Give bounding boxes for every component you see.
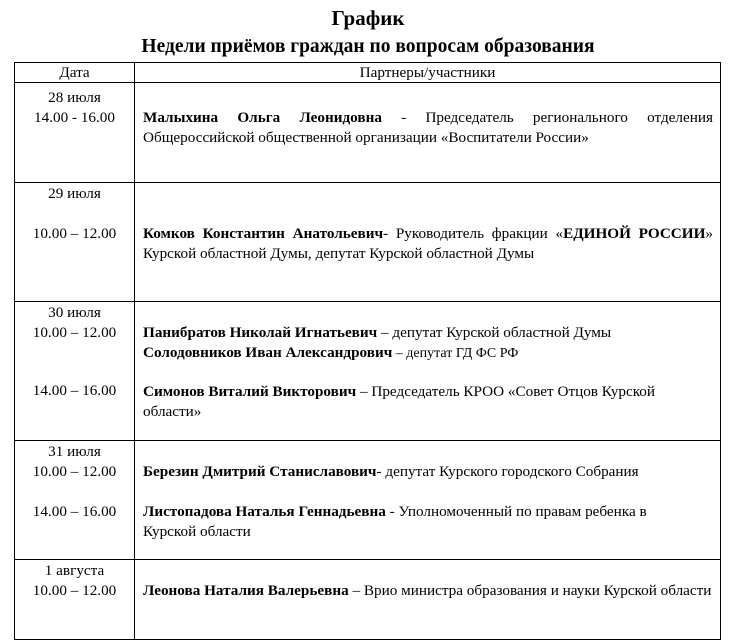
date-cell [15, 441, 135, 560]
time-label: 14.00 – 16.00 [32, 382, 117, 399]
table-row [15, 183, 721, 302]
participant-name: Леонова Наталия Валерьевна [143, 582, 349, 599]
time-label: 10.00 – 12.00 [32, 582, 117, 599]
participant-role: - депутат Курского городского Собрания [376, 463, 639, 480]
table-header-row [15, 63, 721, 83]
date-cell [15, 560, 135, 640]
participant-role: – депутат ГД ФС РФ [392, 346, 519, 361]
date-label: 28 июля [48, 89, 101, 106]
page-subtitle: Недели приёмов граждан по вопросам образования [141, 36, 595, 57]
time-label: 10.00 – 12.00 [32, 324, 117, 341]
table-row [15, 83, 721, 183]
participant-entry [143, 582, 711, 599]
party-name: ЕДИНОЙ РОССИИ [563, 225, 706, 242]
participant-entry [143, 343, 713, 364]
participant-entry [143, 382, 713, 422]
participant-entry [143, 225, 713, 262]
date-label: 1 августа [44, 562, 105, 579]
date-cell [15, 183, 135, 302]
date-label: 31 июля [48, 443, 101, 460]
participant-name: Листопадова Наталья Геннадьевна [143, 503, 386, 520]
table-row [15, 441, 721, 560]
date-cell [15, 302, 135, 441]
participant-name: Солодовников Иван Александрович [143, 344, 393, 361]
participant-role: – депутат Курской областной Думы [377, 324, 612, 341]
page-title: График [331, 6, 405, 30]
participant-entry [143, 462, 713, 482]
participant-entry [143, 502, 713, 542]
participants-cell [135, 560, 721, 640]
participant-name: Панибратов Николай Игнатьевич [143, 324, 378, 341]
participants-cell [135, 183, 721, 302]
participant-entry [143, 323, 713, 343]
participants-cell [135, 83, 721, 183]
date-label: 30 июля [48, 304, 101, 321]
participant-name: Комков Константин Анатольевич [143, 225, 384, 242]
participant-role: - Руководитель фракции « [383, 225, 564, 242]
time-label: 14.00 – 16.00 [32, 503, 117, 520]
column-header-participants: Партнеры/участники [135, 63, 721, 83]
participant-role: - Председатель регионального отделения Общероссийской общественной организации «Воспитатели России» [143, 109, 713, 146]
table-row [15, 302, 721, 441]
time-label: 10.00 – 12.00 [32, 225, 117, 242]
participants-cell [135, 302, 721, 441]
participant-role: – Председатель КРОО «Совет Отцов Курской области» [143, 383, 656, 420]
date-label: 29 июля [48, 185, 101, 202]
time-label: 14.00 - 16.00 [34, 109, 115, 126]
participant-name: Малыхина Ольга Леонидовна [143, 109, 382, 126]
participant-role-cont: » Курской областной Думы, депутат Курской областной Думы [143, 225, 713, 262]
participant-role: - Уполномоченный по правам ребенка в Курской области [143, 503, 647, 540]
table-row [15, 560, 721, 640]
participants-cell [135, 441, 721, 560]
participant-role: – Врио министра образования и науки Курской области [348, 582, 712, 599]
time-label: 10.00 – 12.00 [32, 463, 117, 480]
schedule-table [14, 62, 721, 640]
participant-name: Симонов Виталий Викторович [143, 383, 357, 400]
column-header-date: Дата [15, 63, 135, 83]
participant-entry [143, 109, 713, 146]
participant-name: Березин Дмитрий Станиславович [143, 463, 377, 480]
date-cell [15, 83, 135, 183]
